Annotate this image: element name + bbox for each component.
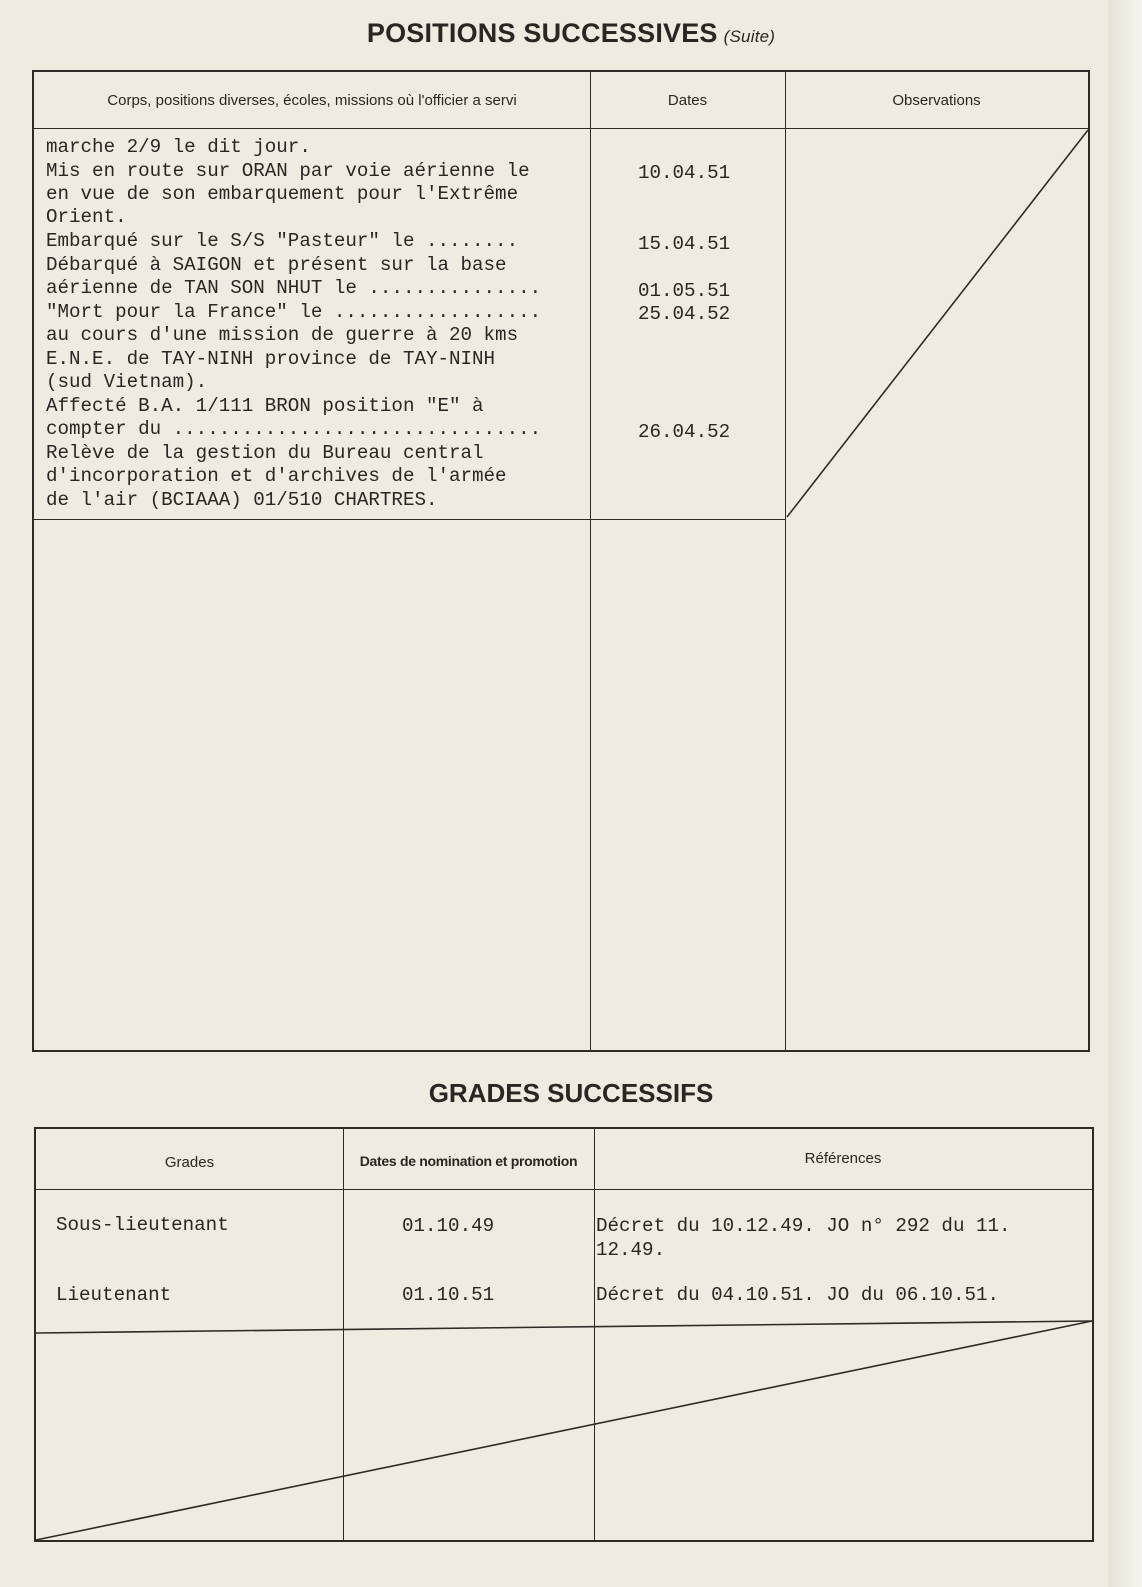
header-dates-nomination: Dates de nomination et promotion — [359, 1153, 578, 1169]
positions-title: POSITIONS SUCCESSIVES (Suite) — [366, 18, 776, 48]
text-line: d'incorporation et d'archives de l'armée — [46, 465, 507, 487]
text-line: Orient. — [46, 206, 127, 228]
date-value: 01.05.51 — [638, 280, 731, 302]
date-value: 15.04.51 — [638, 233, 731, 255]
grades-table — [34, 1127, 1094, 1542]
text-line: Affecté B.A. 1/111 BRON position "E" à — [46, 395, 484, 417]
text-line: en vue de son embarquement pour l'Extrême — [46, 183, 519, 205]
text-line: au cours d'une mission de guerre à 20 kms — [46, 324, 519, 346]
header-references: Références — [804, 1150, 882, 1167]
observations-cross-line — [34, 72, 1092, 1054]
text-line: de l'air (BCIAAA) 01/510 CHARTRES. — [46, 489, 438, 511]
grade-name: Lieutenant — [56, 1284, 172, 1306]
text-line: aérienne de TAN SON NHUT le ............... — [46, 277, 542, 299]
date-value: 25.04.52 — [638, 303, 731, 325]
date-value: 10.04.51 — [638, 162, 731, 184]
grade-date: 01.10.51 — [402, 1284, 495, 1306]
header-corps: Corps, positions diverses, écoles, missions où l'officier a servi — [107, 92, 517, 109]
text-line: "Mort pour la France" le .................. — [46, 301, 542, 323]
header-grades: Grades — [164, 1154, 215, 1171]
text-line: Relève de la gestion du Bureau central — [46, 442, 484, 464]
grade-reference: Décret du 10.12.49. JO n° 292 du 11. — [596, 1215, 1011, 1237]
positions-table — [32, 70, 1090, 1052]
positions-subtitle: (Suite) — [723, 27, 776, 46]
grades-title: GRADES SUCCESSIFS — [428, 1078, 714, 1108]
date-value: 26.04.52 — [638, 421, 731, 443]
grade-reference-cont: 12.49. — [596, 1239, 666, 1261]
header-observations: Observations — [892, 92, 981, 109]
text-line: marche 2/9 le dit jour. — [46, 136, 311, 158]
text-line: (sud Vietnam). — [46, 371, 208, 393]
text-line: compter du ................................ — [46, 418, 542, 440]
grade-reference: Décret du 04.10.51. JO du 06.10.51. — [596, 1284, 1000, 1306]
text-line: Embarqué sur le S/S "Pasteur" le ........ — [46, 230, 519, 252]
grades-cross-lines — [36, 1129, 1096, 1544]
header-dates: Dates — [667, 92, 708, 109]
text-line: Mis en route sur ORAN par voie aérienne le — [46, 160, 530, 182]
grade-name: Sous-lieutenant — [56, 1214, 229, 1236]
grade-date: 01.10.49 — [402, 1215, 495, 1237]
text-line: E.N.E. de TAY-NINH province de TAY-NINH — [46, 348, 496, 370]
text-line: Débarqué à SAIGON et présent sur la base — [46, 254, 507, 276]
paper-edge — [1108, 0, 1142, 1587]
